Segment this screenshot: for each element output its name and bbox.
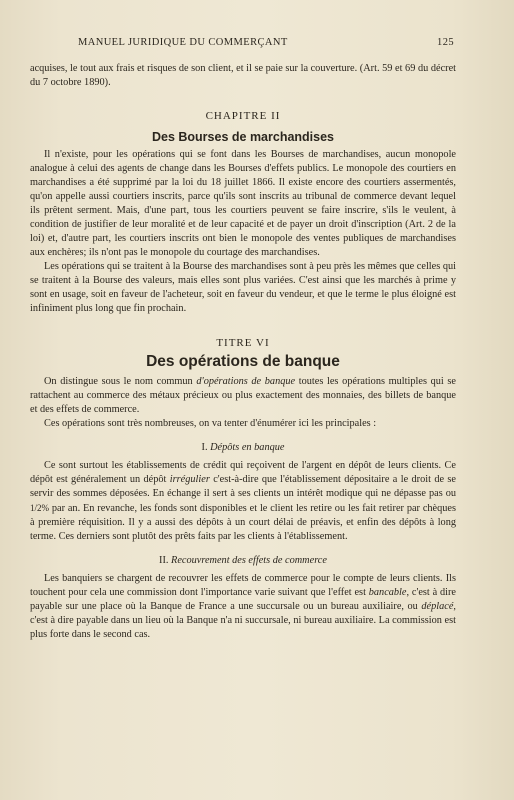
section-title: Dépôts en banque <box>210 442 285 453</box>
section-heading-recouvrement <box>30 554 456 568</box>
page-body <box>30 62 456 642</box>
paragraph-banque-intro <box>30 375 456 417</box>
text-run: toutes les opérations multiples qui se rattachent au commerce des métaux précieux ou plus exactement des monnaies, des billets de banque et des effets de commerce. <box>30 376 456 415</box>
titre-title: Des opérations de banque <box>146 353 340 370</box>
italic-run: irrégulier <box>169 474 210 485</box>
text-run: c'est-à-dire que l'établissement dépositaire a le droit de se servir des sommes déposées. En échange il sert à ses clients un intérêt modique qui ne dépasse pas ou <box>30 474 457 499</box>
text-run: , c'est à dire payable dans un lieu où la Banque n'a ni succursale, ni bureau auxiliaire. La commission est plus forte dans le second cas. <box>30 601 456 640</box>
text-run: , c'est à dire payable sur une place où la Banque de France a une succursale ou un bureau auxiliaire, ou <box>30 587 456 612</box>
titre-label: TITRE VI <box>216 337 270 349</box>
chapter-title: Des Bourses de marchandises <box>151 130 335 144</box>
fraction: 1/2% <box>30 503 49 513</box>
paragraph-continuation: acquises, le tout aux frais et risques de son client, et il se paie sur la couverture. (Art. 59 et 69 du décret du 7 octobre 1890). <box>30 63 456 88</box>
text-run: On distingue sous le nom commun <box>44 376 197 387</box>
section-number: I. <box>201 442 211 453</box>
italic-run: d'opérations de banque <box>196 376 296 387</box>
text-run: Les banquiers se chargent de recouvrer les effets de commerce pour le compte de leurs clients. Ils touchent pour cela une commission dont l'importance varie suivant que l'effet est <box>30 573 456 598</box>
text-run: par an. En revanche, les fonds sont disponibles et le client les retire ou les fait retirer par chèques à première réquisition. Il y a aussi des dépôts à un court délai de préavis, et enfin des dépôts à long terme. Ces derniers sont plutôt des prêts faits par les clients à l'établissement. <box>30 503 456 542</box>
page-number: 125 <box>437 37 454 48</box>
section-heading-depots <box>30 441 456 455</box>
italic-run: bancable <box>368 587 407 598</box>
paragraph-bourses-2: Les opérations qui se traitent à la Bourse des marchandises sont à peu près les mêmes que celles qui se traitent à la Bourse des valeurs, mais elles sont plus variées. C'est ainsi que les marchés à prime y sont en usage, soit en faveur de l'acheteur, soit en faveur du vendeur, et que le terme le plus éloigné est infiniment plus long que fin prochain. <box>30 261 456 314</box>
paragraph-bourses-1: Il n'existe, pour les opérations qui se font dans les Bourses de marchandises, aucun monopole analogue à celui des agents de change dans les Bourses d'effets publics. Le monopole des courtiers en marchandises a été supprimé par la loi du 18 juillet 1866. Il existe encore des courtiers assermentés, qu'on appelle aussi courtiers inscrits, parce qu'ils sont inscrits au tribunal de commerce devant lequel ils prêtent serment. Mais, d'une part, tous les courtiers peuvent se faire inscrire, s'ils le veulent, à condition de justifier de leur moralité et de leur capacité et de payer un droit d'inscription (Art. 2 de la loi) et, d'autre part, les courtiers inscrits ont bien le monopole des ventes publiques de marchandises aux enchères; ils n'ont pas le monopole du courtage des marchandises. <box>30 149 456 258</box>
header-title: MANUEL JURIDIQUE DU COMMERÇANT <box>78 37 288 48</box>
section-title: Recouvrement des effets de commerce <box>171 555 327 566</box>
paragraph-depots <box>30 459 456 544</box>
paragraph-banque-list: Ces opérations sont très nombreuses, on va tenter d'énumérer ici les principales : <box>44 418 377 429</box>
section-number: II. <box>159 555 172 566</box>
text-run: Ce sont surtout les établissements de crédit qui reçoivent de l'argent en dépôt de leurs clients. Ce dépôt est généralement un dépôt <box>30 460 456 485</box>
chapter-label: CHAPITRE II <box>205 110 281 122</box>
italic-run: déplacé <box>421 601 454 612</box>
paragraph-recouvrement <box>30 572 456 642</box>
